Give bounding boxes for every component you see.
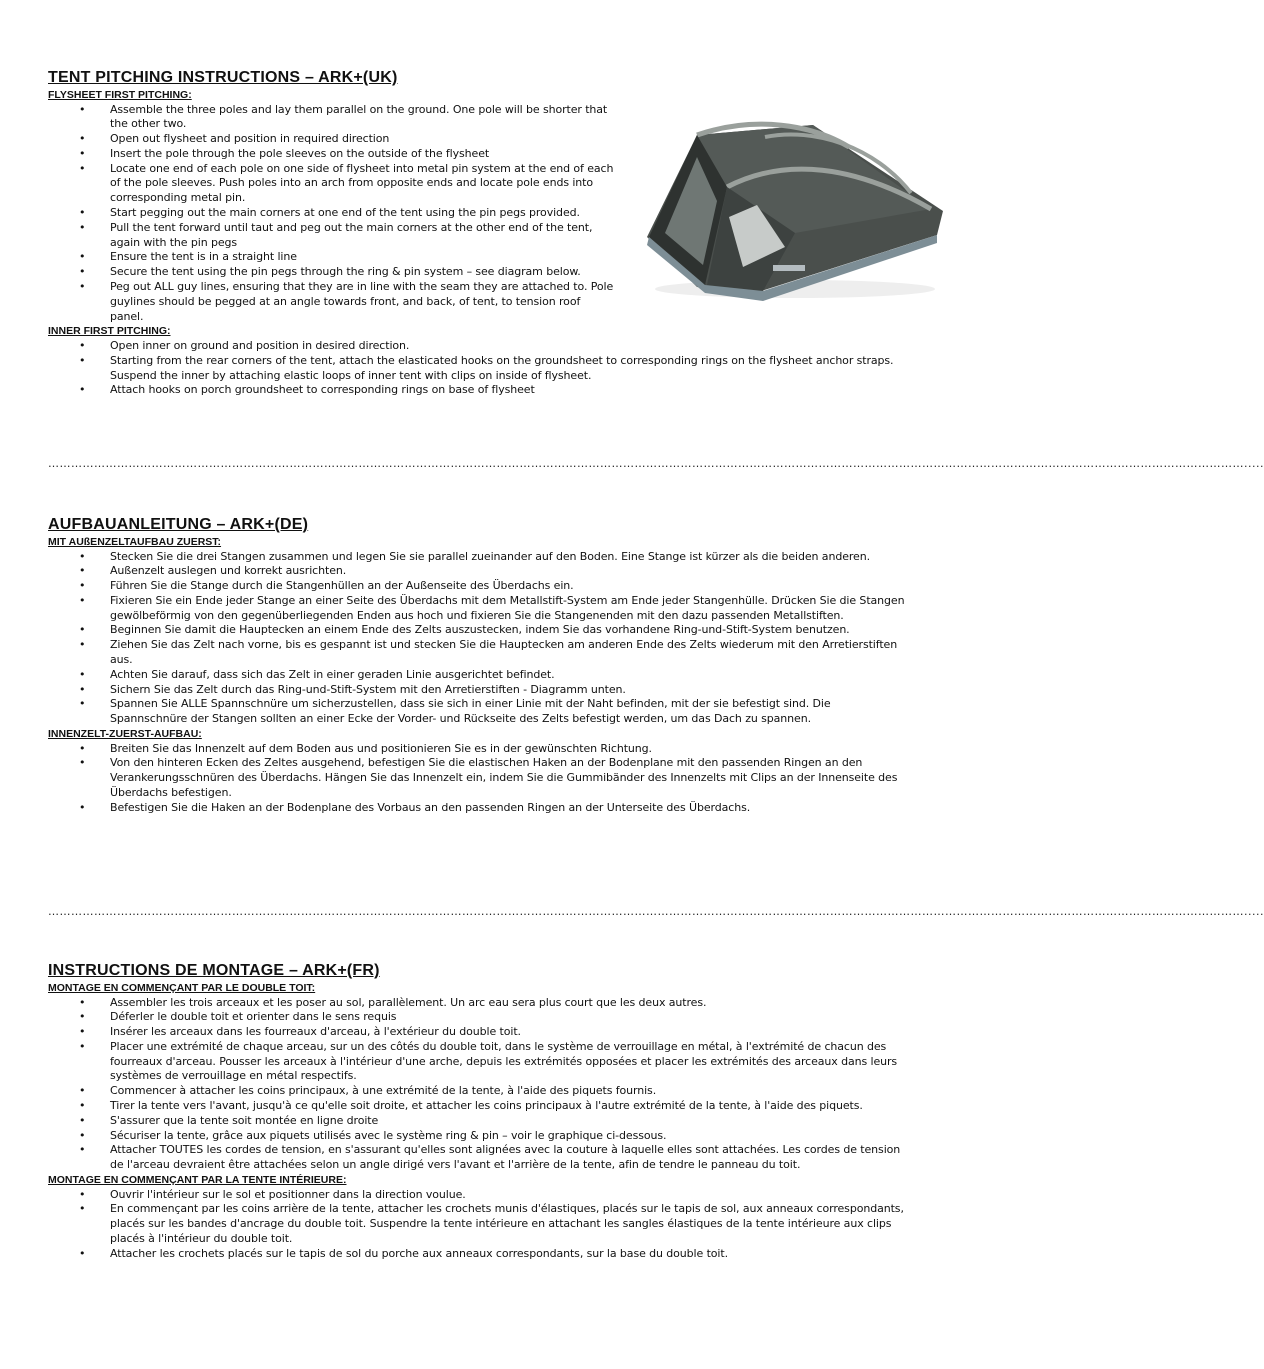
fr-section	[48, 962, 910, 1262]
step-item: • Befestigen Sie die Haken an der Bodenplane des Vorbaus an den passenden Ringen an der Unterseite des Überdachs.	[110, 801, 910, 816]
de-section	[48, 516, 910, 816]
uk-flysheet-heading: FLYSHEET FIRST PITCHING:	[48, 89, 192, 101]
step-item: • Von den hinteren Ecken des Zeltes ausgehend, befestigen Sie die elastischen Haken an der Bodenplane mit den passenden Ringen an den Verankerungsschnüren des Überdachs. Hängen Sie das Innenzelt ein, indem Sie die Gummibänder des Innenzelts mit Clips an der Innenseite des Überdachs befestigen.	[110, 756, 910, 800]
step-item: • Secure the tent using the pin pegs through the ring & pin system – see diagram below.	[110, 265, 615, 280]
step-item: • Insérer les arceaux dans les fourreaux d'arceau, à l'extérieur du double toit.	[110, 1025, 910, 1040]
step-item: • Placer une extrémité de chaque arceau, sur un des côtés du double toit, dans le système de verrouillage en métal, à l'extrémité de chacun des fourreaux d'arceau. Pousser les arceaux à l'intérieur d'une arche, depuis les extrémités opposées et placer les extrémités des arceaux dans leurs systèmes de verrouillage en métal respectifs.	[110, 1040, 910, 1084]
step-item: • Attacher TOUTES les cordes de tension, en s'assurant qu'elles sont alignées avec la couture à laquelle elles sont attachées. Les cordes de tension de l'arceau devraient être attachées selon un angle dirigé vers l'avant et l'arrière de la tente, afin de tendre le panneau du toit.	[110, 1143, 910, 1173]
step-item: • Start pegging out the main corners at one end of the tent using the pin pegs provided.	[110, 206, 615, 221]
fr-inner-steps	[48, 1188, 910, 1262]
de-title: AUFBAUANLEITUNG – ARK+(DE)	[48, 516, 309, 533]
step-item: • Außenzelt auslegen und korrekt ausrichten.	[110, 564, 910, 579]
step-item: • Sichern Sie das Zelt durch das Ring-und-Stift-System mit den Arretierstiften - Diagramm unten.	[110, 683, 910, 698]
step-item: • Locate one end of each pole on one side of flysheet into metal pin system at the end of each of the pole sleeves. Push poles into an arch from opposite ends and locate pole ends into corresponding metal pin.	[110, 162, 615, 206]
step-item: • Peg out ALL guy lines, ensuring that they are in line with the seam they are attached to. Pole guylines should be pegged at an angle towards front, and back, of tent, to tension roof panel.	[110, 280, 615, 324]
step-item: • Ouvrir l'intérieur sur le sol et positionner dans la direction voulue.	[110, 1188, 910, 1203]
uk-inner-heading: INNER FIRST PITCHING:	[48, 325, 171, 338]
step-item: • Attacher les crochets placés sur le tapis de sol du porche aux anneaux correspondants, sur la base du double toit.	[110, 1247, 910, 1262]
step-item: • Breiten Sie das Innenzelt auf dem Boden aus und positionieren Sie es in der gewünschten Richtung.	[110, 742, 910, 757]
step-item: • Insert the pole through the pole sleeves on the outside of the flysheet	[110, 147, 615, 162]
step-item: • Assemble the three poles and lay them parallel on the ground. One pole will be shorter that the other two.	[110, 103, 615, 133]
step-item: • Open out flysheet and position in required direction	[110, 132, 615, 147]
tent-image	[645, 117, 945, 302]
fr-title: INSTRUCTIONS DE MONTAGE – ARK+(FR)	[48, 962, 380, 979]
step-item: • Commencer à attacher les coins principaux, à une extrémité de la tente, à l'aide des piquets fournis.	[110, 1084, 910, 1099]
step-item: • Open inner on ground and position in desired direction.	[110, 339, 910, 354]
uk-title: TENT PITCHING INSTRUCTIONS – ARK+(UK)	[48, 69, 398, 86]
step-item: • Ziehen Sie das Zelt nach vorne, bis es gespannt ist und stecken Sie die Hauptecken am anderen Ende des Zelts wiederum mit den Arretierstiften aus.	[110, 638, 910, 668]
step-item: • Achten Sie darauf, dass sich das Zelt in einer geraden Linie ausgerichtet befindet.	[110, 668, 910, 683]
step-item: • Führen Sie die Stange durch die Stangenhüllen an der Außenseite des Überdachs ein.	[110, 579, 910, 594]
step-item: • Stecken Sie die drei Stangen zusammen und legen Sie sie parallel zueinander auf den Boden. Eine Stange ist kürzer als die beiden anderen.	[110, 550, 910, 565]
section-separator: …………………………………………………………………………………………………………………………………………………………………………………………………………………………………………………………………………………….....	[48, 905, 1264, 918]
step-item: • Fixieren Sie ein Ende jeder Stange an einer Seite des Überdachs mit dem Metallstift-System am Ende jeder Stangenhülle. Drücken Sie die Stangen gewölbeförmig von den gegenüberliegenden Enden aus hoch und fixieren Sie die Stangenenden mit den dazu passenden Metallstiften.	[110, 594, 910, 624]
step-item: • Ensure the tent is in a straight line	[110, 250, 615, 265]
step-item: • S'assurer que la tente soit montée en ligne droite	[110, 1114, 910, 1129]
de-inner-steps	[48, 742, 910, 816]
fr-inner-heading: MONTAGE EN COMMENÇANT PAR LA TENTE INTÉRIEURE:	[48, 1174, 347, 1187]
step-item: • Assembler les trois arceaux et les poser au sol, parallèlement. Un arc eau sera plus court que les deux autres.	[110, 996, 910, 1011]
step-item: • Spannen Sie ALLE Spannschnüre um sicherzustellen, dass sie sich in einer Linie mit der Naht befinden, mit der sie befestigt sind. Die Spannschnüre der Stangen sollten an einer Ecke der Vorder- und Rückseite des Zelts befestigt werden, um das Dach zu spannen.	[110, 697, 910, 727]
de-flysheet-heading: MIT AUßENZELTAUFBAU ZUERST:	[48, 536, 222, 548]
step-item: • Tirer la tente vers l'avant, jusqu'à ce qu'elle soit droite, et attacher les coins principaux à l'autre extrémité de la tente, à l'aide des piquets.	[110, 1099, 910, 1114]
step-item: • Attach hooks on porch groundsheet to corresponding rings on base of flysheet	[110, 383, 910, 398]
step-item: • Starting from the rear corners of the tent, attach the elasticated hooks on the groundsheet to corresponding rings on the flysheet anchor straps. Suspend the inner by attaching elastic loops of inner tent with clips on inside of flysheet.	[110, 354, 910, 384]
uk-inner-steps	[48, 339, 910, 398]
section-separator: …………………………………………………………………………………………………………………………………………………………………………………………………………………………………………………………………………………….....	[48, 457, 1264, 470]
step-item: • Sécuriser la tente, grâce aux piquets utilisés avec le système ring & pin – voir le graphique ci-dessous.	[110, 1129, 910, 1144]
step-item: • En commençant par les coins arrière de la tente, attacher les crochets munis d'élastiques, placés sur le tapis de sol, aux anneaux correspondants, placés sur les bandes d'ancrage du double toit. Suspendre la tente intérieure en attachant les sangles élastiques de la tente intérieure aux clips placés à l'intérieur du double toit.	[110, 1202, 910, 1246]
fr-flysheet-heading: MONTAGE EN COMMENÇANT PAR LE DOUBLE TOIT:	[48, 982, 316, 994]
step-item: • Beginnen Sie damit die Hauptecken an einem Ende des Zelts auszustecken, indem Sie das vorhandene Ring-und-Stift-System benutzen.	[110, 623, 910, 638]
de-flysheet-steps	[48, 550, 910, 728]
step-item: • Pull the tent forward until taut and peg out the main corners at the other end of the tent, again with the pin pegs	[110, 221, 615, 251]
de-inner-heading: INNENZELT-ZUERST-AUFBAU:	[48, 728, 202, 741]
fr-flysheet-steps	[48, 996, 910, 1174]
step-item: • Déferler le double toit et orienter dans le sens requis	[110, 1010, 910, 1025]
